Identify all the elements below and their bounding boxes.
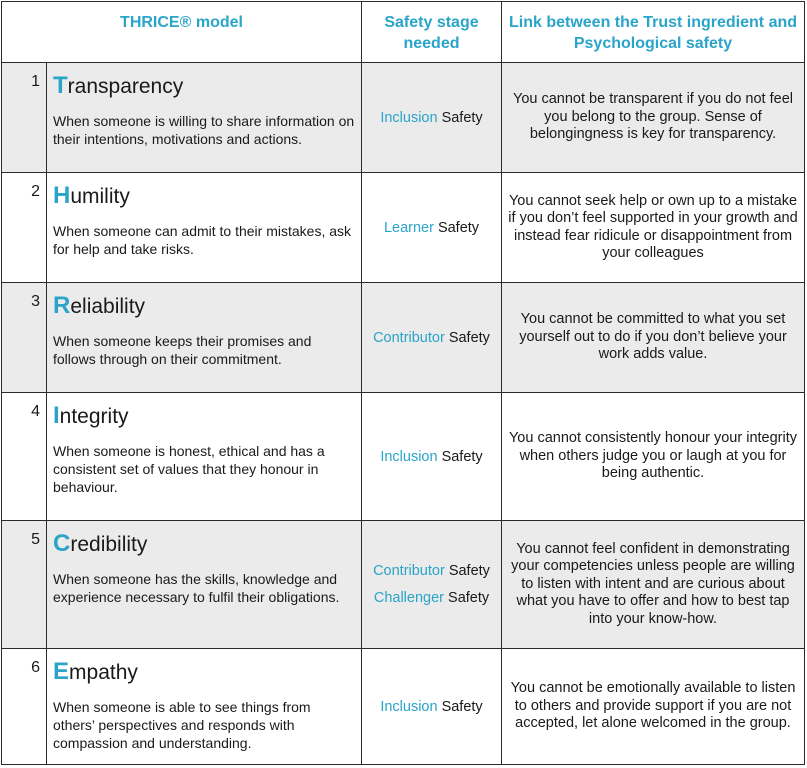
stage-keyword: Inclusion bbox=[380, 109, 438, 126]
ingredient-description: When someone can admit to their mistakes, ask for help and take risks. bbox=[53, 223, 352, 257]
trust-ingredient-name bbox=[53, 403, 355, 430]
model-cell bbox=[47, 173, 362, 283]
ingredient-initial: C bbox=[53, 530, 71, 557]
stage-suffix: Safety bbox=[444, 563, 490, 579]
table-body bbox=[2, 63, 805, 765]
row-number: 2 bbox=[2, 173, 47, 283]
stage-keyword: Inclusion bbox=[380, 448, 438, 465]
stage-keyword: Contributor bbox=[373, 563, 445, 579]
safety-stage bbox=[362, 697, 501, 717]
model-cell bbox=[47, 649, 362, 765]
table-row bbox=[2, 63, 805, 173]
ingredient-initial: E bbox=[53, 658, 70, 685]
stage-suffix: Safety bbox=[433, 219, 480, 236]
link-text: You cannot be emotionally available to listen to others and provide support if you are not accepted, let alone welcomed in the group. bbox=[502, 649, 805, 765]
ingredient-initial: T bbox=[53, 72, 68, 99]
safety-stage-cell bbox=[362, 173, 502, 283]
ingredient-description: When someone is willing to share information on their intentions, motivations and actions. bbox=[53, 113, 355, 147]
ingredient-description: When someone is honest, ethical and has a consistent set of values that they honour in behaviour. bbox=[53, 443, 325, 495]
row-number: 4 bbox=[2, 393, 47, 521]
table-row bbox=[2, 521, 805, 649]
safety-stage-cell bbox=[362, 521, 502, 649]
table-row bbox=[2, 173, 805, 283]
link-text: You cannot feel confident in demonstrating your competencies unless people are willing to listen with intent and are curious about what you have to offer and how to best tap into your know-how. bbox=[502, 521, 805, 649]
thrice-table bbox=[1, 1, 805, 765]
row-number: 1 bbox=[2, 63, 47, 173]
model-cell bbox=[47, 283, 362, 393]
ingredient-rest: ntegrity bbox=[59, 405, 129, 428]
trust-ingredient-name bbox=[53, 73, 355, 100]
trust-ingredient-name bbox=[53, 531, 355, 558]
ingredient-initial: H bbox=[53, 182, 71, 209]
safety-stage-cell bbox=[362, 393, 502, 521]
trust-ingredient-name bbox=[53, 293, 355, 320]
safety-stage-cell bbox=[362, 283, 502, 393]
header-stage: Safety stage needed bbox=[362, 2, 502, 63]
table-row bbox=[2, 393, 805, 521]
link-text: You cannot be committed to what you set yourself out to do if you don’t believe your work adds value. bbox=[502, 283, 805, 393]
header-model: THRICE® model bbox=[2, 2, 362, 63]
ingredient-rest: umility bbox=[70, 185, 130, 208]
header-row bbox=[2, 2, 805, 63]
safety-stage bbox=[362, 328, 501, 348]
model-cell bbox=[47, 393, 362, 521]
ingredient-rest: eliability bbox=[70, 295, 146, 318]
ingredient-rest: mpathy bbox=[69, 661, 138, 684]
ingredient-description: When someone has the skills, knowledge and experience necessary to fulfil their obligations. bbox=[53, 571, 340, 605]
ingredient-rest: redibility bbox=[70, 533, 148, 556]
model-cell bbox=[47, 63, 362, 173]
ingredient-rest: ransparency bbox=[67, 75, 184, 98]
stage-keyword: Inclusion bbox=[380, 698, 438, 715]
safety-stage bbox=[362, 218, 501, 238]
table-row bbox=[2, 283, 805, 393]
row-number: 6 bbox=[2, 649, 47, 765]
trust-ingredient-name bbox=[53, 183, 355, 210]
stage-keyword: Learner bbox=[383, 219, 434, 236]
table-row bbox=[2, 649, 805, 765]
ingredient-description: When someone keeps their promises and follows through on their commitment. bbox=[53, 333, 312, 367]
link-text: You cannot consistently honour your integrity when others judge you or laugh at you for being authentic. bbox=[502, 393, 805, 521]
safety-stage bbox=[362, 588, 501, 608]
stage-suffix: Safety bbox=[444, 590, 490, 606]
ingredient-initial: I bbox=[53, 402, 60, 429]
safety-stage-cell bbox=[362, 63, 502, 173]
safety-stage bbox=[362, 447, 501, 467]
header-link: Link between the Trust ingredient and Psychological safety bbox=[502, 2, 805, 63]
trust-ingredient-name bbox=[53, 659, 355, 686]
stage-suffix: Safety bbox=[437, 698, 483, 715]
safety-stage bbox=[362, 561, 501, 581]
row-number: 5 bbox=[2, 521, 47, 649]
ingredient-initial: R bbox=[53, 292, 71, 319]
link-text: You cannot seek help or own up to a mistake if you don’t feel supported in your growth and instead fear ridicule or disappointment from your colleagues bbox=[502, 173, 805, 283]
ingredient-description: When someone is able to see things from others’ perspectives and responds with compassion and understanding. bbox=[53, 699, 311, 751]
safety-stage bbox=[362, 108, 501, 128]
link-text: You cannot be transparent if you do not feel you belong to the group. Sense of belongingness is key for transparency. bbox=[502, 63, 805, 173]
safety-stage-cell bbox=[362, 649, 502, 765]
stage-suffix: Safety bbox=[444, 329, 490, 346]
stage-suffix: Safety bbox=[437, 448, 483, 465]
stage-keyword: Challenger bbox=[373, 590, 444, 606]
stage-keyword: Contributor bbox=[373, 329, 445, 346]
row-number: 3 bbox=[2, 283, 47, 393]
stage-suffix: Safety bbox=[437, 109, 483, 126]
model-cell bbox=[47, 521, 362, 649]
